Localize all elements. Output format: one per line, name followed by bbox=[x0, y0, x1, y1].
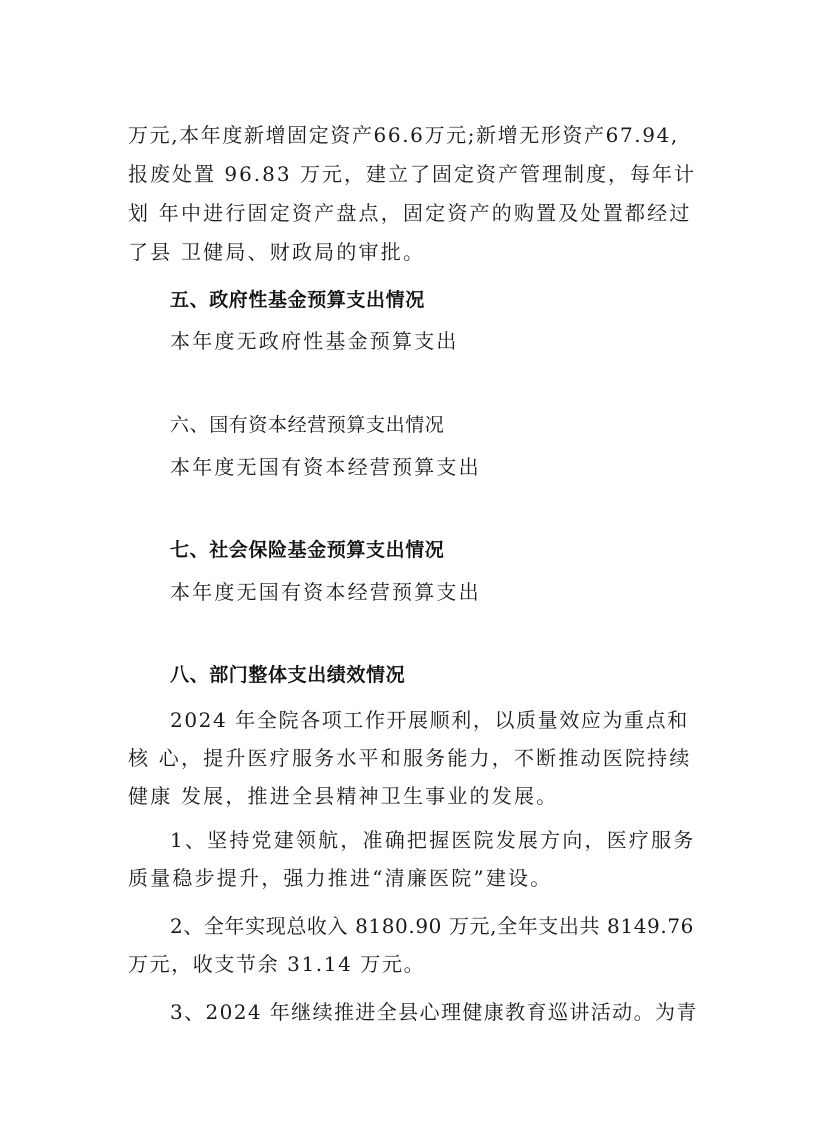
section-heading: 八、部门整体支出绩效情况 bbox=[170, 664, 406, 686]
section-heading: 六、国有资本经营预算支出情况 bbox=[170, 414, 445, 436]
paragraph-line: 健康 发展，推进全县精神卫生事业的发展。 bbox=[128, 784, 559, 808]
paragraph-line: 核 心，提升医疗服务水平和服务能力，不断推动医院持续 bbox=[128, 746, 692, 770]
paragraph-line: 万元，收支节余 31.14 万元。 bbox=[128, 952, 426, 976]
paragraph-line: 质量稳步提升，强力推进“清廉医院”建设。 bbox=[128, 866, 553, 890]
section-body: 本年度无政府性基金预算支出 bbox=[170, 329, 459, 353]
paragraph-line: 2024 年全院各项工作开展顺利，以质量效应为重点和 bbox=[170, 708, 689, 732]
paragraph-line: 了县 卫健局、财政局的审批。 bbox=[128, 240, 426, 264]
paragraph-line: 1、坚持党建领航，准确把握医院发展方向，医疗服务 bbox=[170, 828, 696, 852]
paragraph-line: 划 年中进行固定资产盘点，固定资产的购置及处置都经过 bbox=[128, 201, 692, 225]
paragraph-line: 2、全年实现总收入 8180.90 万元,全年支出共 8149.76 bbox=[170, 914, 694, 938]
paragraph-line: 万元,本年度新增固定资产66.6万元;新增无形资产67.94, bbox=[128, 123, 679, 147]
paragraph-line: 3、2024 年继续推进全县心理健康教育巡讲活动。为青 bbox=[170, 1000, 698, 1024]
section-body: 本年度无国有资本经营预算支出 bbox=[170, 580, 481, 604]
section-heading: 七、社会保险基金预算支出情况 bbox=[170, 539, 445, 561]
section-heading: 五、政府性基金预算支出情况 bbox=[170, 289, 425, 311]
section-body: 本年度无国有资本经营预算支出 bbox=[170, 455, 481, 479]
paragraph-line: 报废处置 96.83 万元，建立了固定资产管理制度，每年计 bbox=[128, 162, 696, 186]
